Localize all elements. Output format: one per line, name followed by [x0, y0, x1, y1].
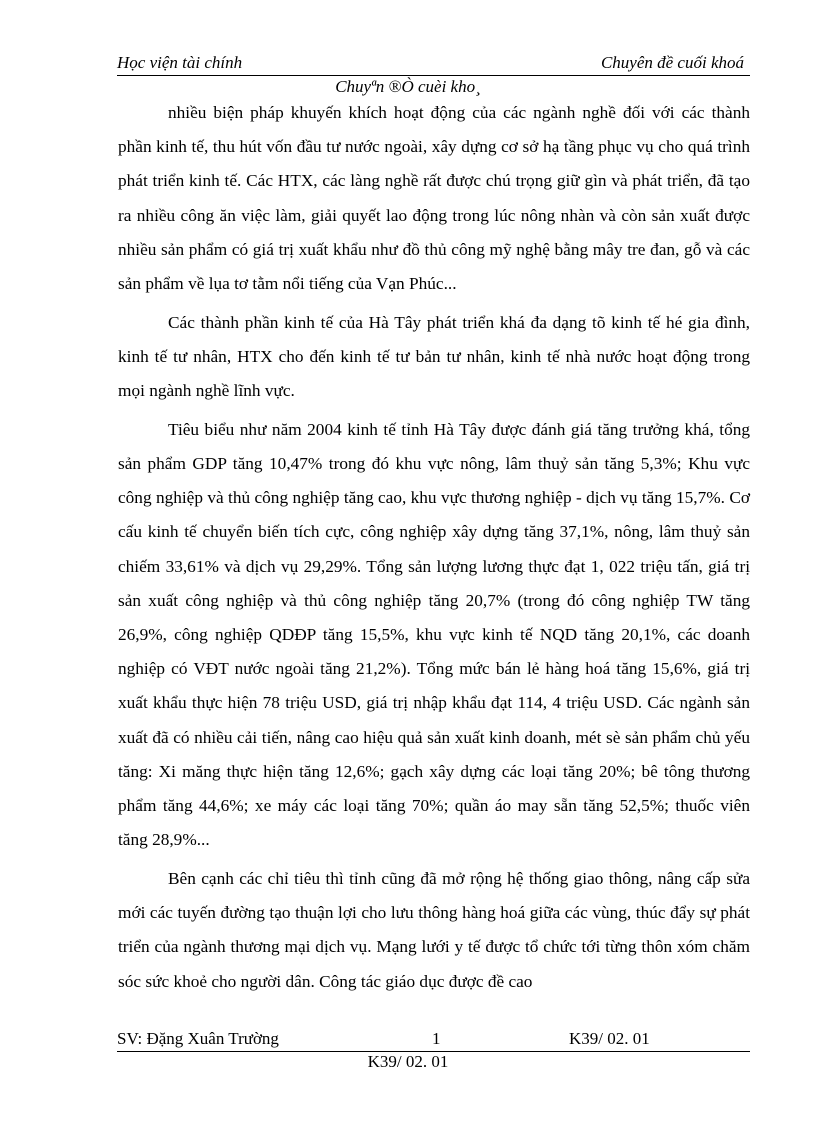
- header-document-type: Chuyên đề cuối khoá: [600, 53, 744, 72]
- paragraph: Tiêu biểu như năm 2004 kinh tế tỉnh Hà Tây được đánh giá tăng trưởng khá, tổng sản phẩm GDP tăng 10,47% trong đó khu vực nông, lâm thuỷ sản tăng 5,3%; Khu vực công nghiệp và thủ công nghiệp tăng cao, khu vực thương nghiệp - dịch vụ tăng 15,7%. Cơ cấu kinh tế chuyển biến tích cực, công nghiệp xây dựng tăng 37,1%, nông, lâm thuỷ sản chiếm 33,61% và dịch vụ 29,29%. Tổng sản lượng lương thực đạt 1, 022 triệu tấn, giá trị sản xuất công nghiệp và thủ công nghiệp tăng 20,7% (trong đó công nghiệp TW tăng 26,9%, công nghiệp QDĐP tăng 15,5%, khu vực kinh tế NQD tăng 20,1%, các doanh nghiệp có VĐT nước ngoài tăng 21,2%). Tổng mức bán lẻ hàng hoá tăng 15,6%, giá trị xuất khẩu thực hiện 78 triệu USD, giá trị nhập khẩu đạt 114, 4 triệu USD. Các ngành sản xuất đã có nhiều cải tiến, nâng cao hiệu quả sản xuất kinh doanh, mét sè sản phẩm chủ yếu tăng: Xi măng thực hiện tăng 12,6%; gạch xây dựng các loại tăng 20%; bê tông thương phẩm tăng 44,6%; xe máy các loại tăng 70%; quần áo may sẵn tăng 52,5%; thuốc viên tăng 28,9%...: [118, 419, 750, 850]
- page-header: [117, 53, 750, 76]
- header-subtitle: Chuyªn ®Ò cuèi kho¸: [335, 77, 481, 96]
- paragraph: Bên cạnh các chỉ tiêu thì tỉnh cũng đã mở rộng hệ thống giao thông, nâng cấp sửa mới các tuyến đường tạo thuận lợi cho lưu thông hàng hoá giữa các vùng, thúc đẩy sự phát triển của ngành thương mại dịch vụ. Mạng lưới y tế được tổ chức tới từng thôn xóm chăm sóc sức khoẻ cho người dân. Công tác giáo dục được đề cao: [118, 868, 750, 991]
- footer-student-name: SV: Đặng Xuân Trường: [117, 1029, 279, 1048]
- footer-page-number: 1: [432, 1029, 441, 1048]
- footer-class-code: K39/ 02. 01: [569, 1029, 650, 1048]
- page-footer: [117, 1029, 750, 1052]
- footer-subtitle: K39/ 02. 01: [367, 1052, 449, 1071]
- document-body: [118, 96, 750, 1003]
- paragraph: Các thành phần kinh tế của Hà Tây phát triển khá đa dạng tõ kinh tế hé gia đình, kinh tế tư nhân, HTX cho đến kinh tế tư bản tư nhân, kinh tế nhà nước hoạt động trong mọi ngành nghề lĩnh vực.: [118, 312, 750, 401]
- header-institution: Học viện tài chính: [117, 53, 243, 72]
- paragraph: nhiều biện pháp khuyến khích hoạt động của các ngành nghề đối với các thành phần kinh tế, thu hút vốn đầu tư nước ngoài, xây dựng cơ sở hạ tầng phục vụ cho quá trình phát triển kinh tế. Các HTX, các làng nghề rất được chú trọng giữ gìn và phát triển, đã tạo ra nhiều công ăn việc làm, giải quyết lao động trong lúc nông nhàn và còn sản xuất được nhiều sản phẩm có giá trị xuất khẩu như đồ thủ công mỹ nghệ bằng mây tre đan, gỗ và các sản phẩm về lụa tơ tằm nổi tiếng của Vạn Phúc...: [118, 103, 750, 294]
